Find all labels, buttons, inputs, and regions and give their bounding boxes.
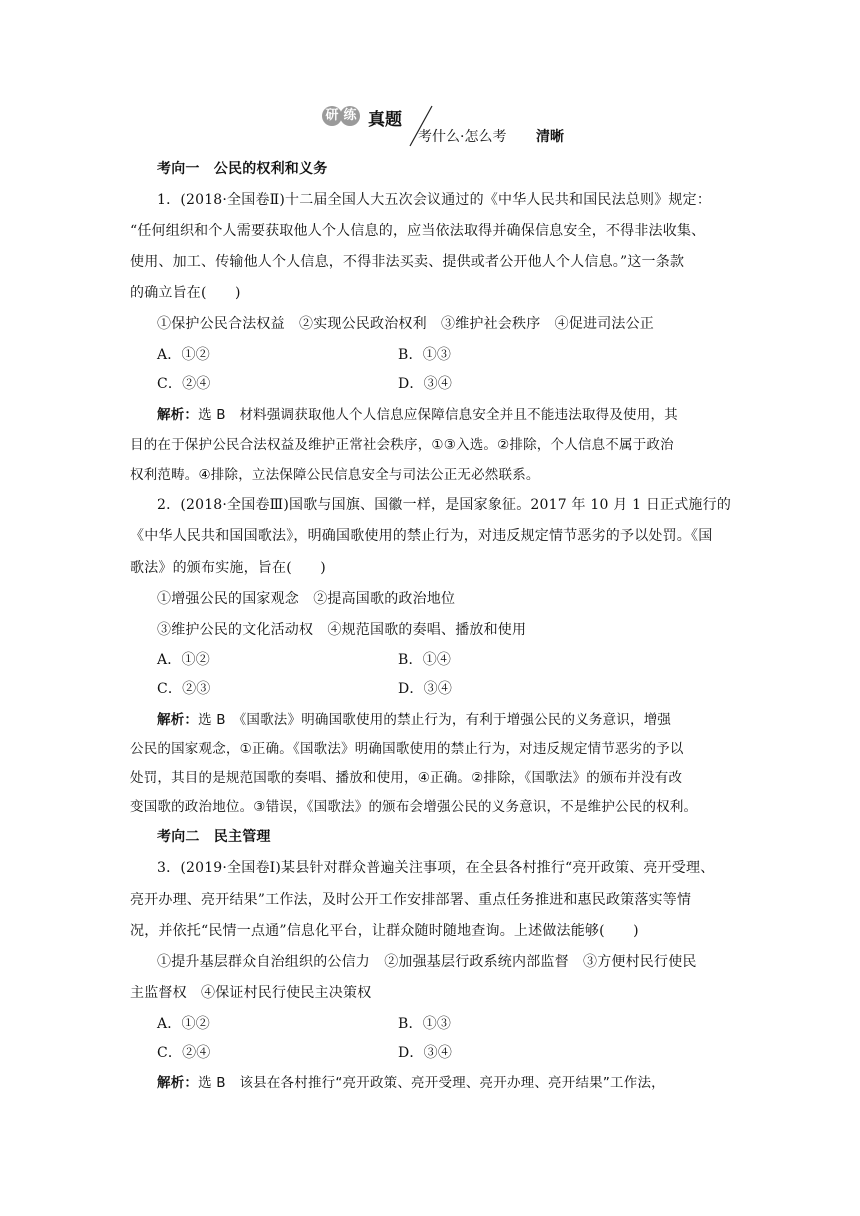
analysis-text: 选 B 该县在各村推行“亮开政策、亮开受理、亮开办理、亮开结果”工作法， — [198, 1075, 665, 1091]
question-3-options: ①提升基层群众自治组织的公信力 ②加强基层行政系统内部监督 ③方便村民行使民 — [157, 954, 697, 970]
choice-b: B．①③ — [398, 347, 452, 363]
question-2-options: ①增强公民的国家观念 ②提高国歌的政治地位 — [157, 591, 456, 607]
section-heading: 考向二 民主管理 — [157, 829, 271, 845]
question-source: (2018·全国卷Ⅲ) — [180, 497, 290, 513]
question-2-stem-line — [157, 494, 731, 514]
analysis-line — [157, 1071, 665, 1091]
choice-c: C．②④ — [157, 376, 211, 392]
analysis-line — [157, 403, 678, 423]
question-1-stem-line: 的确立旨在( ) — [130, 285, 241, 301]
badge-char: 练 — [340, 106, 360, 126]
analysis-line: 公民的国家观念，①正确。《国歌法》明确国歌使用的禁止行为，对违反规定情节恶劣的予以 — [130, 741, 684, 757]
choice-d: D．③④ — [398, 1045, 453, 1061]
choice-a: A．①② — [157, 347, 210, 363]
analysis-line: 处罚，其目的是规范国歌的奏唱、播放和使用，④正确。②排除，《国歌法》的颁布并没有改 — [130, 770, 683, 786]
question-number: 1． — [157, 192, 181, 208]
question-3-options: 主监督权 ④保证村民行使民主决策权 — [130, 985, 372, 1001]
choice-c: C．②④ — [157, 1045, 211, 1061]
analysis-label: 解析： — [157, 407, 199, 423]
question-3-stem-line: 亮开办理、亮开结果”工作法，及时公开工作安排部署、重点任务推进和惠民政策落实等情 — [130, 892, 692, 908]
choice-d: D．③④ — [398, 376, 453, 392]
stem-text: 某县针对群众普遍关注事项，在全县各村推行“亮开政策、亮开受理、 — [281, 860, 715, 876]
question-2-stem-line: 歌法》的颁布实施，旨在( ) — [130, 560, 326, 576]
choice-d: D．③④ — [398, 681, 453, 697]
question-number: 3． — [157, 860, 181, 876]
question-1-options: ①保护公民合法权益 ②实现公民政治权利 ③维护社会秩序 ④促进司法公正 — [157, 316, 654, 332]
analysis-line: 变国歌的政治地位。③错误，《国歌法》的颁布会增强公民的义务意识，不是维护公民的权利。 — [130, 799, 698, 815]
choice-a: A．①② — [157, 652, 210, 668]
question-1-stem-line: “任何组织和个人需要获取他人个人信息的，应当依法取得并确保信息安全，不得非法收集、 — [130, 223, 706, 239]
question-1-stem-line — [157, 189, 711, 209]
choice-c: C．②③ — [157, 681, 211, 697]
question-3-stem-line: 况，并依托“民情一点通”信息化平台，让群众随时随地查询。上述做法能够( ) — [130, 923, 639, 939]
question-3-stem-line — [157, 857, 714, 877]
question-1-stem-line: 使用、加工、传输他人个人信息，不得非法买卖、提供或者公开他人个人信息。”这一条款 — [130, 254, 685, 270]
analysis-line — [157, 708, 671, 728]
banner-subtitle: 考什么·怎么考 — [418, 129, 507, 145]
analysis-line: 目的在于保护公民合法权益及维护正常社会秩序，①③入选。②排除，个人信息不属于政治 — [130, 437, 674, 453]
banner-emphasis: 清晰 — [536, 129, 564, 145]
question-2-stem-line: 《中华人民共和国国歌法》，明确国歌使用的禁止行为，对违反规定情节恶劣的予以处罚。《国 — [130, 528, 713, 544]
section-banner — [322, 100, 582, 152]
question-number: 2． — [157, 497, 181, 513]
stem-text: 国歌与国旗、国徽一样，是国家象征。2017 年 10 月 1 日正式施行的 — [289, 497, 732, 513]
badge-char: 研 — [322, 106, 342, 126]
question-source: (2019·全国卷Ⅰ) — [180, 860, 282, 876]
banner-badge — [322, 106, 358, 126]
analysis-text: 选 B 材料强调获取他人个人信息应保障信息安全并且不能违法取得及使用，其 — [198, 407, 678, 423]
section-heading: 考向一 公民的权利和义务 — [157, 161, 328, 177]
stem-text: 十二届全国人大五次会议通过的《中华人民共和国民法总则》规定： — [285, 192, 712, 208]
choice-a: A．①② — [157, 1016, 210, 1032]
banner-title: 真题 — [368, 110, 402, 130]
choice-b: B．①④ — [398, 652, 452, 668]
analysis-text: 选 B 《国歌法》明确国歌使用的禁止行为，有利于增强公民的义务意识，增强 — [198, 712, 672, 728]
choice-b: B．①③ — [398, 1016, 452, 1032]
question-2-options: ③维护公民的文化活动权 ④规范国歌的奏唱、播放和使用 — [157, 622, 527, 638]
question-source: (2018·全国卷Ⅱ) — [180, 192, 286, 208]
analysis-line: 权利范畴。④排除，立法保障公民信息安全与司法公正无必然联系。 — [130, 467, 540, 483]
analysis-label: 解析： — [157, 1075, 199, 1091]
analysis-label: 解析： — [157, 712, 199, 728]
